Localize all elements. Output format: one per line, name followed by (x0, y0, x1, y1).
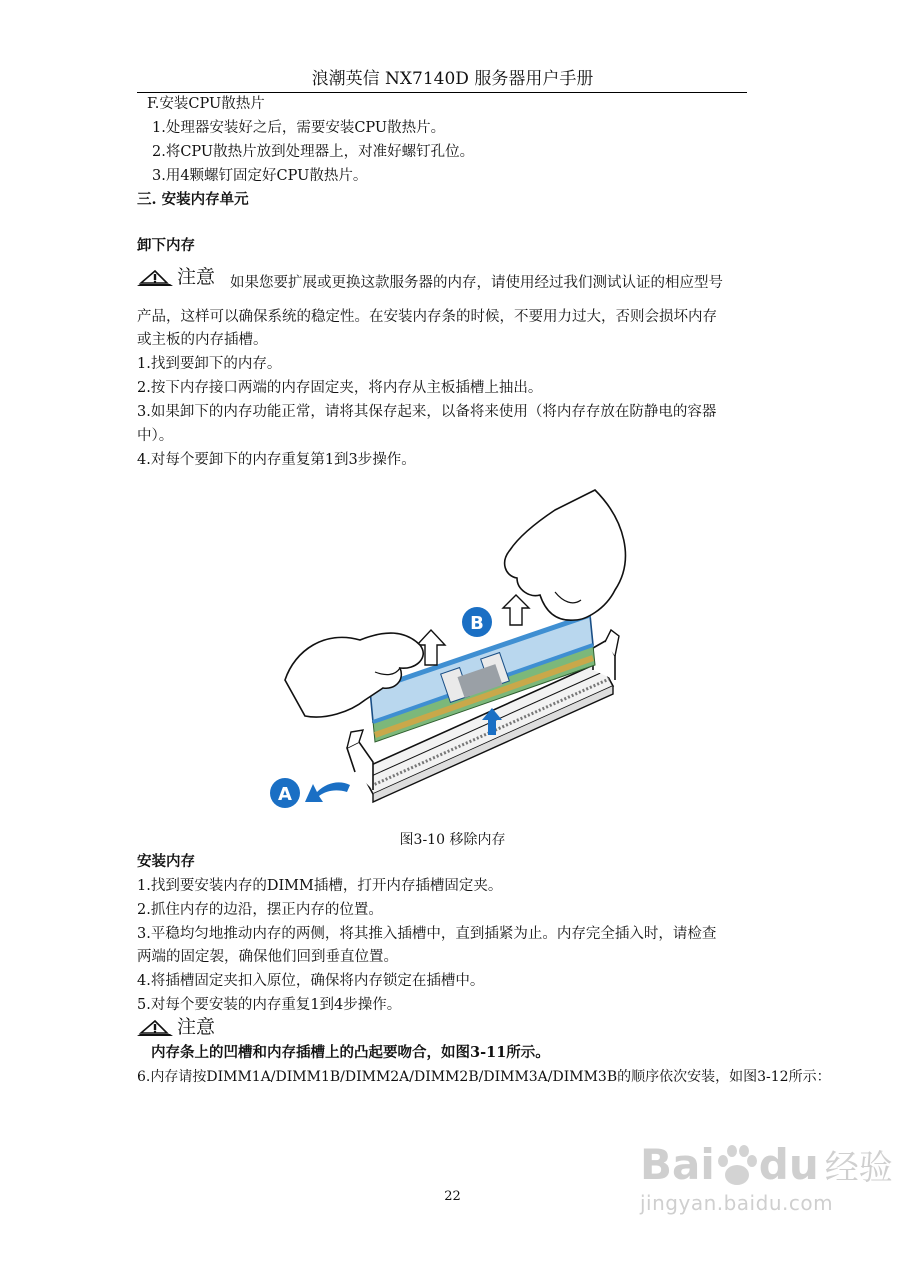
heatsink-step-2: 2.将CPU散热片放到处理器上，对准好螺钉孔位。 (152, 144, 475, 160)
note-line-2: 产品，这样可以确保系统的稳定性。在安装内存条的时候，不要用力过大，否则会损坏内存 (137, 309, 717, 325)
heatsink-step-3: 3.用4颗螺钉固定好CPU散热片。 (152, 168, 368, 184)
remove-memory-illustration (255, 480, 655, 825)
remove-step-3-cont: 中）。 (137, 428, 174, 444)
remove-step-4: 4.对每个要卸下的内存重复第1到3步操作。 (137, 452, 416, 468)
note-line-1: 如果您要扩展或更换这款服务器的内存，请使用经过我们测试认证的相应型号 (230, 275, 723, 291)
label-a-text: A (278, 784, 292, 805)
page-number: 22 (444, 1189, 461, 1204)
figure-caption: 图3-10 移除内存 (399, 832, 506, 848)
label-b-text: B (470, 613, 484, 634)
warning-triangle-icon (137, 268, 173, 288)
install-step-6: 6.内存请按DIMM1A/DIMM1B/DIMM2A/DIMM2B/DIMM3A/DIMM3B的顺序依次安装，如图3-12所示： (137, 1069, 831, 1085)
install-step-3-cont: 两端的固定袈，确保他们回到垂直位置。 (137, 949, 398, 965)
install-step-2: 2.抓住内存的边沿，摆正内存的位置。 (137, 902, 383, 918)
install-step-5: 5.对每个要安装的内存重复1到4步操作。 (137, 997, 402, 1013)
note-badge-1 (137, 266, 215, 288)
document-header-title: 浪潮英信 NX7140D 服务器用户手册 (311, 69, 594, 89)
paw-icon (715, 1143, 759, 1189)
watermark-brand-a: Bai (640, 1140, 715, 1189)
install-step-4: 4.将插槽固定夹扣入原位，确保将内存锁定在插槽中。 (137, 973, 485, 989)
remove-step-2: 2.按下内存接口两端的内存固定夹，将内存从主板插槽上抽出。 (137, 380, 543, 396)
remove-step-1: 1.找到要卸下的内存。 (137, 356, 282, 372)
arrow-up-right-icon (503, 595, 529, 625)
note-label-2: 注意 (177, 1016, 216, 1038)
memory-section-title: 三. 安装内存单元 (137, 191, 249, 208)
baidu-watermark (640, 1140, 893, 1215)
remove-step-3: 3.如果卸下的内存功能正常，请将其保存起来，以备将来使用（将内存存放在防静电的容器 (137, 404, 717, 420)
install-note-text: 内存条上的凹槽和内存插槽上的凸起要吻合，如图3-11所示。 (151, 1044, 550, 1061)
note-label: 注意 (177, 266, 216, 288)
install-memory-title: 安装内存 (137, 853, 195, 870)
note-badge-2 (137, 1016, 215, 1038)
warning-triangle-icon-2 (137, 1018, 173, 1038)
note-line-3: 或主板的内存插槽。 (137, 332, 268, 348)
install-step-3: 3.平稳均匀地推动内存的两侧，将其推入插槽中，直到插紧为止。内存完全插入时，请检查 (137, 926, 717, 942)
remove-memory-title: 卸下内存 (137, 237, 195, 254)
watermark-brand-b: du (758, 1140, 819, 1189)
heatsink-step-1: 1.处理器安装好之后，需要安装CPU散热片。 (152, 120, 446, 136)
install-step-1: 1.找到要安装内存的DIMM插槽，打开内存插槽固定夹。 (137, 878, 503, 894)
heatsink-section-title: F.安装CPU散热片 (147, 96, 265, 112)
watermark-url: jingyan.baidu.com (640, 1191, 834, 1215)
curved-arrow-icon (305, 782, 350, 802)
watermark-brand-cn: 经验 (824, 1148, 893, 1188)
